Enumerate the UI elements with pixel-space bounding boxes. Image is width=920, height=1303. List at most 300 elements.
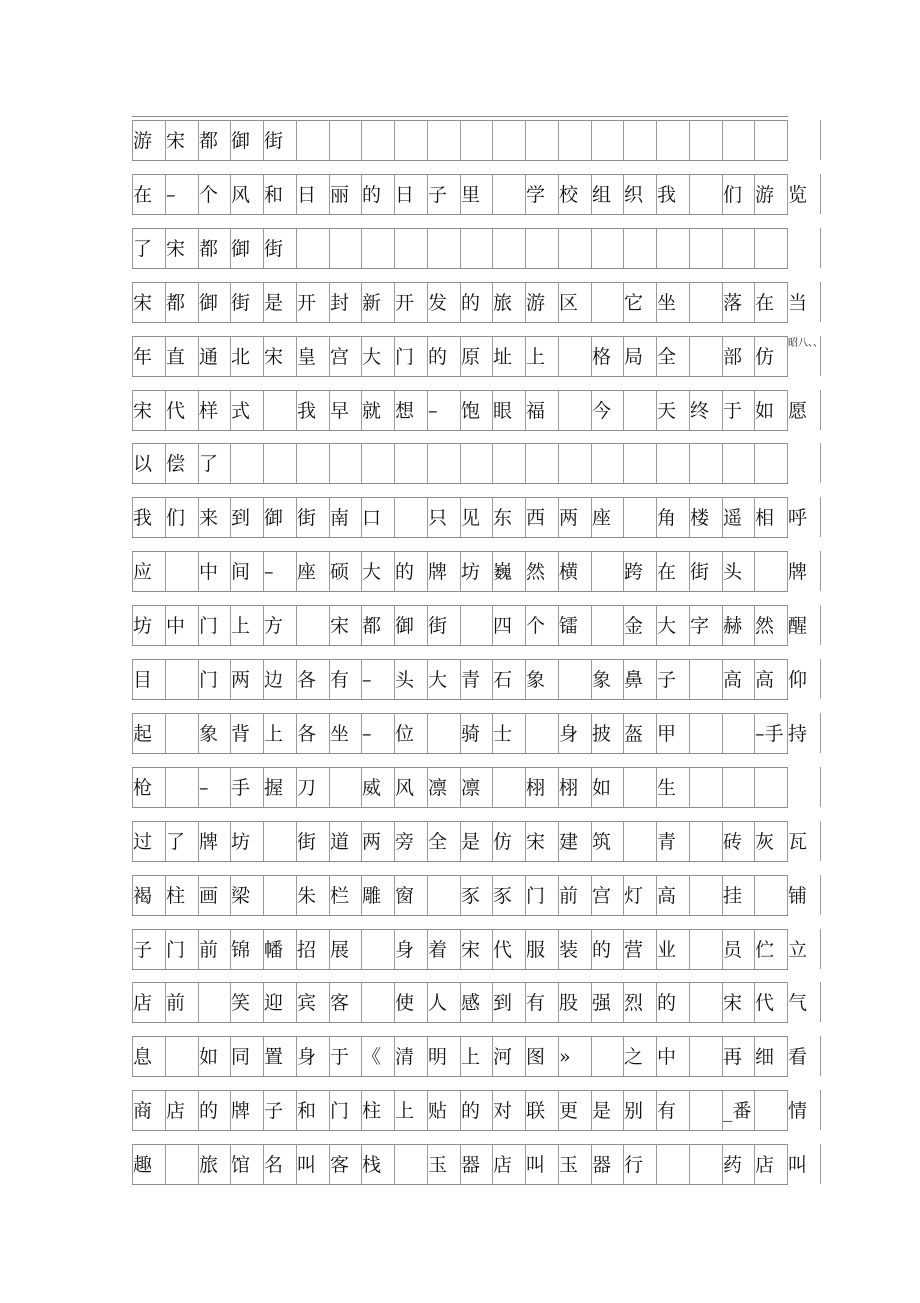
grid-char-cell: 客: [330, 992, 350, 1014]
grid-char-cell: 坊: [231, 831, 251, 853]
grid-char-cell: [428, 444, 461, 484]
grid-char-cell: 都: [166, 292, 186, 314]
grid-char-cell: 上: [231, 615, 251, 637]
grid-char-cell: _番: [723, 1100, 752, 1122]
grid-char-cell: 河: [493, 1046, 513, 1068]
grid-char-cell: [297, 444, 330, 484]
grid-char-cell: 见: [461, 507, 481, 529]
grid-char-cell: 看: [788, 1046, 808, 1068]
grid-char-cell: 朱: [297, 885, 317, 907]
grid-char-cell: 格: [592, 346, 612, 368]
grid-char-cell: 发: [428, 292, 448, 314]
grid-char-cell: [624, 822, 657, 862]
grid-char-cell: 握: [264, 777, 284, 799]
grid-char-cell: 皇: [297, 346, 317, 368]
grid-char-cell: [592, 606, 625, 646]
grid-char-cell: 店: [133, 992, 153, 1014]
grid-char-cell: [395, 229, 428, 269]
grid-char-cell: 灰: [755, 831, 775, 853]
grid-char-cell: 业: [657, 939, 677, 961]
grid-char-cell: 息: [133, 1046, 153, 1068]
grid-char-cell: 原: [461, 346, 481, 368]
grid-char-cell: 象: [199, 723, 219, 745]
grid-char-cell: 起: [133, 723, 153, 745]
grid-char-cell: 上: [264, 723, 284, 745]
grid-char-cell: 行: [624, 1154, 644, 1176]
grid-char-cell: 叫: [526, 1154, 546, 1176]
grid-char-cell: 宫: [330, 346, 350, 368]
grid-char-cell: 游: [755, 184, 775, 206]
grid-char-cell: 口: [362, 507, 382, 529]
grid-char-cell: 在: [133, 184, 153, 206]
grid-char-cell: 丽: [330, 184, 350, 206]
grid-char-cell: 子: [657, 669, 677, 691]
grid-char-cell: 人: [428, 992, 448, 1014]
grid-char-cell: [559, 391, 592, 431]
grid-char-cell: 四: [493, 615, 513, 637]
grid-char-cell: 锦: [231, 939, 251, 961]
grid-char-cell: 石: [493, 669, 513, 691]
grid-char-cell: 就: [362, 400, 382, 422]
grid-char-cell: 宋: [133, 400, 153, 422]
grid-char-cell: [559, 660, 592, 700]
grid-char-cell: 叫: [297, 1154, 317, 1176]
grid-char-cell: –: [264, 561, 274, 583]
grid-char-cell: 迎: [264, 992, 284, 1014]
grid-char-cell: [526, 444, 559, 484]
grid-char-cell: [690, 121, 723, 161]
grid-char-cell: 宋: [526, 831, 546, 853]
grid-char-cell: 年: [133, 346, 153, 368]
grid-rule-line: [132, 116, 788, 117]
grid-char-cell: 贴: [428, 1100, 448, 1122]
grid-char-cell: 画: [199, 885, 219, 907]
grid-char-cell: 烈: [624, 992, 644, 1014]
grid-char-cell: 名: [264, 1154, 284, 1176]
grid-char-cell: 身: [559, 723, 579, 745]
grid-char-cell: 硕: [330, 561, 350, 583]
grid-char-cell: 士: [493, 723, 513, 745]
grid-char-cell: 当: [788, 292, 808, 314]
grid-char-cell: 楼: [690, 507, 710, 529]
grid-char-cell: 威: [362, 777, 382, 799]
grid-char-cell: 《: [362, 1046, 382, 1068]
grid-char-cell: 鼻: [624, 669, 644, 691]
grid-char-cell: [723, 121, 756, 161]
grid-char-cell: 仿: [493, 831, 513, 853]
grid-char-cell: 服: [526, 939, 546, 961]
grid-char-cell: 个: [199, 184, 219, 206]
grid-char-cell: [690, 876, 723, 916]
grid-char-cell: [166, 1145, 199, 1185]
grid-char-cell: 上: [526, 346, 546, 368]
grid-char-cell: 伫: [755, 939, 775, 961]
grid-char-cell: 御: [395, 615, 415, 637]
grid-char-cell: [592, 1037, 625, 1077]
grid-char-cell: 都: [362, 615, 382, 637]
grid-char-cell: 旅: [199, 1154, 219, 1176]
grid-char-cell: 馆: [231, 1154, 251, 1176]
grid-char-cell: 宋: [330, 615, 350, 637]
grid-char-cell: [788, 121, 821, 161]
grid-char-cell: 更: [559, 1100, 579, 1122]
grid-char-cell: 盔: [624, 723, 644, 745]
grid-char-cell: [755, 1091, 788, 1131]
grid-char-cell: 披: [592, 723, 612, 745]
grid-char-cell: [461, 121, 494, 161]
grid-char-cell: 址: [493, 346, 513, 368]
grid-char-cell: [493, 175, 526, 215]
grid-char-cell: 昭八、、: [788, 338, 823, 349]
grid-char-cell: 建: [559, 831, 579, 853]
grid-char-cell: 豕: [461, 885, 481, 907]
grid-char-cell: [362, 229, 395, 269]
grid-char-cell: 置: [264, 1046, 284, 1068]
grid-char-cell: [362, 121, 395, 161]
grid-char-cell: [690, 444, 723, 484]
grid-char-cell: 开: [395, 292, 415, 314]
grid-char-cell: 大: [657, 615, 677, 637]
grid-char-cell: [592, 121, 625, 161]
grid-char-cell: 呼: [788, 507, 808, 529]
grid-char-cell: 大: [362, 561, 382, 583]
grid-char-cell: 大: [428, 669, 448, 691]
grid-char-cell: 的: [657, 992, 677, 1014]
grid-char-cell: [166, 660, 199, 700]
grid-char-cell: [493, 229, 526, 269]
grid-char-cell: 代: [755, 992, 775, 1014]
grid-char-cell: 全: [428, 831, 448, 853]
grid-char-cell: –手: [755, 723, 784, 745]
grid-char-cell: 如: [199, 1046, 219, 1068]
grid-char-cell: 仿: [755, 346, 775, 368]
grid-char-cell: 立: [788, 939, 808, 961]
grid-char-cell: [166, 1037, 199, 1077]
grid-char-cell: 旅: [493, 292, 513, 314]
grid-char-cell: 营: [624, 939, 644, 961]
grid-char-cell: 到: [493, 992, 513, 1014]
grid-char-cell: 醒: [788, 615, 808, 637]
grid-char-cell: 式: [231, 400, 251, 422]
grid-char-cell: 里: [461, 184, 481, 206]
grid-char-cell: 终: [690, 400, 710, 422]
grid-char-cell: 我: [657, 184, 677, 206]
grid-char-cell: 风: [231, 184, 251, 206]
grid-char-cell: 牌: [231, 1100, 251, 1122]
grid-char-cell: 持: [788, 723, 808, 745]
grid-char-cell: [395, 1145, 428, 1185]
grid-char-cell: [755, 229, 788, 269]
grid-char-cell: 代: [493, 939, 513, 961]
grid-char-cell: [559, 121, 592, 161]
grid-char-cell: 身: [395, 939, 415, 961]
grid-char-cell: 豕: [493, 885, 513, 907]
grid-char-cell: [723, 229, 756, 269]
grid-char-cell: 骑: [461, 723, 481, 745]
grid-char-cell: 招: [297, 939, 317, 961]
grid-char-cell: 身: [297, 1046, 317, 1068]
grid-char-cell: 柱: [362, 1100, 382, 1122]
grid-char-cell: 栩: [526, 777, 546, 799]
grid-char-cell: [657, 1145, 690, 1185]
grid-char-cell: 筑: [592, 831, 612, 853]
grid-char-cell: 和: [264, 184, 284, 206]
grid-char-cell: 宾: [297, 992, 317, 1014]
grid-char-cell: 宋: [166, 238, 186, 260]
grid-char-cell: [297, 229, 330, 269]
grid-char-cell: 如: [755, 400, 775, 422]
grid-char-cell: 部: [723, 346, 743, 368]
grid-char-cell: 眼: [493, 400, 513, 422]
grid-char-cell: 别: [624, 1100, 644, 1122]
grid-char-cell: 校: [559, 184, 579, 206]
grid-char-cell: 药: [723, 1154, 743, 1176]
grid-char-cell: [330, 121, 363, 161]
grid-char-cell: 前: [199, 939, 219, 961]
grid-char-cell: 落: [723, 292, 743, 314]
grid-char-cell: 门: [330, 1100, 350, 1122]
grid-char-cell: [723, 768, 756, 808]
grid-char-cell: 早: [330, 400, 350, 422]
grid-char-cell: 想: [395, 400, 415, 422]
grid-char-cell: 梁: [231, 885, 251, 907]
grid-char-cell: 大: [362, 346, 382, 368]
grid-char-cell: [690, 768, 723, 808]
grid-char-cell: 偿: [166, 453, 186, 475]
grid-char-cell: 前: [559, 885, 579, 907]
grid-char-cell: 上: [395, 1100, 415, 1122]
grid-char-cell: 之: [624, 1046, 644, 1068]
grid-char-cell: [755, 552, 788, 592]
grid-char-cell: 只: [428, 507, 448, 529]
grid-char-cell: 以: [133, 453, 153, 475]
grid-char-cell: [166, 714, 199, 754]
grid-char-cell: 前: [166, 992, 186, 1014]
grid-char-cell: –: [428, 400, 438, 422]
grid-char-cell: [264, 822, 297, 862]
grid-char-cell: 边: [264, 669, 284, 691]
grid-char-cell: –: [362, 723, 372, 745]
grid-char-cell: 门: [526, 885, 546, 907]
grid-char-cell: 的: [199, 1100, 219, 1122]
grid-char-cell: 来: [199, 507, 219, 529]
grid-char-cell: [755, 121, 788, 161]
grid-char-cell: 的: [461, 1100, 481, 1122]
grid-char-cell: [624, 229, 657, 269]
grid-char-cell: [395, 498, 428, 538]
grid-char-cell: 宋: [264, 346, 284, 368]
grid-char-cell: 封: [330, 292, 350, 314]
grid-char-cell: 气: [788, 992, 808, 1014]
grid-char-cell: 御: [231, 130, 251, 152]
grid-char-cell: 高: [657, 885, 677, 907]
grid-char-cell: 背: [231, 723, 251, 745]
grid-char-cell: 于: [330, 1046, 350, 1068]
grid-char-cell: [592, 444, 625, 484]
grid-char-cell: 通: [199, 346, 219, 368]
grid-char-cell: 门: [166, 939, 186, 961]
grid-char-cell: [330, 444, 363, 484]
grid-char-cell: [199, 983, 232, 1023]
grid-char-cell: 宋: [166, 130, 186, 152]
grid-char-cell: 东: [493, 507, 513, 529]
grid-char-cell: [330, 229, 363, 269]
grid-char-cell: 然: [755, 615, 775, 637]
grid-char-cell: –: [199, 777, 209, 799]
grid-char-cell: 栈: [362, 1154, 382, 1176]
grid-char-cell: [690, 822, 723, 862]
grid-char-cell: 感: [461, 992, 481, 1014]
grid-char-cell: 街: [231, 292, 251, 314]
grid-char-cell: 图: [526, 1046, 546, 1068]
grid-char-cell: [657, 229, 690, 269]
grid-char-cell: 象: [526, 669, 546, 691]
grid-char-cell: 组: [592, 184, 612, 206]
grid-char-cell: [755, 876, 788, 916]
grid-char-cell: 两: [362, 831, 382, 853]
grid-char-cell: [362, 983, 395, 1023]
grid-char-cell: 街: [297, 507, 317, 529]
grid-char-cell: 全: [657, 346, 677, 368]
grid-char-cell: [690, 930, 723, 970]
grid-char-cell: [788, 229, 821, 269]
grid-char-cell: 中: [166, 615, 186, 637]
grid-char-cell: [788, 444, 821, 484]
grid-char-cell: 子: [264, 1100, 284, 1122]
grid-char-cell: 日: [395, 184, 415, 206]
grid-char-cell: 宋: [723, 992, 743, 1014]
grid-char-cell: 和: [297, 1100, 317, 1122]
grid-char-cell: 们: [166, 507, 186, 529]
grid-char-cell: 风: [395, 777, 415, 799]
grid-char-cell: [166, 768, 199, 808]
grid-char-cell: 中: [657, 1046, 677, 1068]
grid-char-cell: 情: [788, 1100, 808, 1122]
grid-char-cell: 饱: [461, 400, 481, 422]
grid-char-cell: [330, 768, 363, 808]
grid-char-cell: 街: [428, 615, 448, 637]
grid-char-cell: 趣: [133, 1154, 153, 1176]
grid-char-cell: [526, 714, 559, 754]
grid-char-cell: 瓦: [788, 831, 808, 853]
grid-char-cell: 遥: [723, 507, 743, 529]
grid-char-cell: 再: [723, 1046, 743, 1068]
grid-char-cell: 枪: [133, 777, 153, 799]
grid-char-cell: [493, 768, 526, 808]
grid-char-cell: 的: [362, 184, 382, 206]
grid-char-cell: [493, 444, 526, 484]
grid-char-cell: [395, 121, 428, 161]
grid-char-cell: 我: [133, 507, 153, 529]
grid-char-cell: 青: [461, 669, 481, 691]
grid-char-cell: [690, 337, 723, 377]
grid-char-cell: –: [166, 184, 176, 206]
grid-char-cell: 着: [428, 939, 448, 961]
grid-char-cell: 两: [559, 507, 579, 529]
grid-char-cell: 御: [199, 292, 219, 314]
grid-char-cell: [723, 714, 756, 754]
grid-char-cell: 今: [592, 400, 612, 422]
grid-char-cell: 栏: [330, 885, 350, 907]
grid-char-cell: 福: [526, 400, 546, 422]
grid-char-cell: [624, 768, 657, 808]
grid-char-cell: 幡: [264, 939, 284, 961]
grid-char-cell: 牌: [788, 561, 808, 583]
grid-char-cell: 高: [723, 669, 743, 691]
grid-char-cell: 凛: [461, 777, 481, 799]
grid-char-cell: 柱: [166, 885, 186, 907]
grid-char-cell: [592, 283, 625, 323]
grid-char-cell: 宋: [461, 939, 481, 961]
grid-char-cell: [657, 121, 690, 161]
grid-char-cell: 子: [428, 184, 448, 206]
grid-char-cell: 到: [231, 507, 251, 529]
grid-char-cell: 同: [231, 1046, 251, 1068]
grid-char-cell: 方: [264, 615, 284, 637]
grid-char-cell: 座: [297, 561, 317, 583]
grid-char-cell: [592, 552, 625, 592]
grid-char-cell: [166, 552, 199, 592]
grid-char-cell: 刀: [297, 777, 317, 799]
grid-char-cell: [690, 1145, 723, 1185]
grid-char-cell: 角: [657, 507, 677, 529]
grid-char-cell: 代: [166, 400, 186, 422]
grid-char-cell: [526, 229, 559, 269]
grid-char-cell: 道: [330, 831, 350, 853]
grid-char-cell: [297, 121, 330, 161]
grid-char-cell: 清: [395, 1046, 415, 1068]
grid-char-cell: 强: [592, 992, 612, 1014]
grid-char-cell: 栩: [559, 777, 579, 799]
grid-char-cell: 展: [330, 939, 350, 961]
grid-char-cell: [657, 444, 690, 484]
grid-char-cell: 的: [592, 939, 612, 961]
grid-char-cell: 装: [559, 939, 579, 961]
grid-char-cell: 于: [723, 400, 743, 422]
grid-char-cell: 铺: [788, 885, 808, 907]
grid-char-cell: 中: [199, 561, 219, 583]
grid-char-cell: 使: [395, 992, 415, 1014]
grid-char-cell: [395, 444, 428, 484]
grid-char-cell: 它: [624, 292, 644, 314]
grid-char-cell: 横: [559, 561, 579, 583]
grid-char-cell: [755, 444, 788, 484]
grid-char-cell: 如: [592, 777, 612, 799]
grid-char-cell: 在: [755, 292, 775, 314]
grid-char-cell: 街: [297, 831, 317, 853]
grid-char-cell: 手: [231, 777, 251, 799]
grid-char-cell: [559, 337, 592, 377]
grid-char-cell: [362, 930, 395, 970]
grid-char-cell: 是: [264, 292, 284, 314]
grid-char-cell: 了: [199, 453, 219, 475]
grid-char-cell: 有: [330, 669, 350, 691]
grid-char-cell: 两: [231, 669, 251, 691]
grid-char-cell: 巍: [493, 561, 513, 583]
grid-char-cell: 褐: [133, 885, 153, 907]
grid-char-cell: [264, 391, 297, 431]
grid-char-cell: 象: [592, 669, 612, 691]
grid-char-cell: 店: [493, 1154, 513, 1176]
grid-char-cell: 新: [362, 292, 382, 314]
grid-char-cell: 直: [166, 346, 186, 368]
grid-char-cell: 仰: [788, 669, 808, 691]
grid-char-cell: 宫: [592, 885, 612, 907]
grid-char-cell: 御: [264, 507, 284, 529]
grid-char-cell: 上: [461, 1046, 481, 1068]
grid-char-cell: 览: [788, 184, 808, 206]
grid-char-cell: 细: [755, 1046, 775, 1068]
